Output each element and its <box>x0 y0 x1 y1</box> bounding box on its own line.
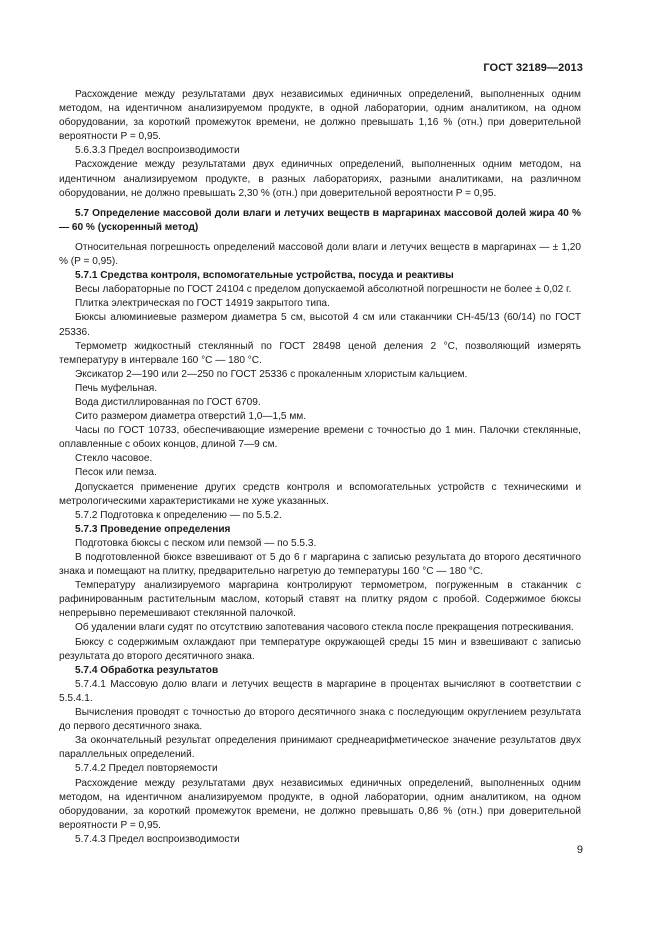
section-heading: 5.7 Определение массовой доли влаги и летучих веществ в маргаринах массовой долей жира 40 % — 60 % (ускоренный метод) <box>59 207 581 233</box>
subsection-heading: 5.7.2 Подготовка к определению — по 5.5.2. <box>75 509 282 521</box>
paragraph: Вода дистиллированная по ГОСТ 6709. <box>75 396 261 408</box>
subsection-heading: 5.7.4.3 Предел воспроизводимости <box>75 833 240 845</box>
paragraph: Расхождение между результатами двух единичных определений, выполненных одним методом, на идентичном анализируемом продукте, в разных лабораториях, разными аналитиками, на различном оборудовании, не должно превышать 2,30 % (отн.) при доверительной вероятности P = 0,95. <box>59 159 581 199</box>
paragraph: В подготовленной бюксе взвешивают от 5 до 6 г маргарина с записью результата до второго десятичного знака и помещают на плитку, предварительно нагретую до температуры 160 °С — 180 °С. <box>59 552 581 578</box>
paragraph: Вычисления проводят с точностью до второго десятичного знака с последующим округлением результата до первого десятичного знака. <box>59 707 581 733</box>
paragraph: Стекло часовое. <box>75 453 153 465</box>
paragraph: Термометр жидкостный стеклянный по ГОСТ 28498 ценой деления 2 °С, позволяющий измерять температуру в интервале 160 °С — 180 °С. <box>59 340 581 366</box>
paragraph: Расхождение между результатами двух независимых единичных определений, выполненных одним методом, на идентичном анализируемом продукте, в одной лаборатории, одним аналитиком, на одном оборудовании, за короткий промежуток времени, не должно превышать 0,86 % (отн.) при доверительной вероятности P = 0,95. <box>59 777 581 831</box>
paragraph: Песок или пемза. <box>75 467 157 479</box>
paragraph: Бюксу с содержимым охлаждают при температуре окружающей среды 15 мин и взвешивают с записью результата до второго десятичного знака. <box>59 636 581 662</box>
subsection-heading: 5.7.3 Проведение определения <box>75 523 231 535</box>
paragraph: Сито размером диаметра отверстий 1,0—1,5 мм. <box>75 411 307 423</box>
paragraph: Эксикатор 2—190 или 2—250 по ГОСТ 25336 с прокаленным хлористым кальцием. <box>75 368 468 380</box>
paragraph: За окончательный результат определения принимают среднеарифметическое значение результатов двух параллельных определений. <box>59 735 581 761</box>
paragraph: Часы по ГОСТ 10733, обеспечивающие измерение времени с точностью до 1 мин. Палочки стеклянные, оплавленные с обоих концов, длиной 7—9 см. <box>59 425 581 451</box>
paragraph: Подготовка бюксы с песком или пемзой — по 5.5.3. <box>75 537 317 549</box>
standard-header: ГОСТ 32189—2013 <box>483 62 583 74</box>
paragraph: Бюксы алюминиевые размером диаметра 5 см, высотой 4 см или стаканчики СН-45/13 (60/14) по ГОСТ 25336. <box>59 312 581 338</box>
paragraph: Относительная погрешность определений массовой доли влаги и летучих веществ в маргаринах — ± 1,20 % (P = 0,95). <box>59 241 581 268</box>
paragraph: Плитка электрическая по ГОСТ 14919 закрытого типа. <box>75 298 330 310</box>
subsection-heading: 5.7.4 Обработка результатов <box>75 664 219 676</box>
paragraph: Расхождение между результатами двух независимых единичных определений, выполненных одним методом, на идентичном анализируемом продукте, в одной лаборатории, одним аналитиком, на одном оборудовании, за короткий промежуток времени, не должно превышать 1,16 % (отн.) при доверительной вероятности P = 0,95. <box>59 89 581 143</box>
paragraph: Об удалении влаги судят по отсутствию запотевания часового стекла после прекращения потрескивания. <box>75 622 574 634</box>
paragraph: Печь муфельная. <box>75 382 158 394</box>
paragraph: Весы лабораторные по ГОСТ 24104 с пределом допускаемой абсолютной погрешности не более ± 0,02 г. <box>75 284 572 296</box>
page-number: 9 <box>576 844 583 856</box>
subsection-heading: 5.7.1 Средства контроля, вспомогательные устройства, посуда и реактивы <box>75 270 454 282</box>
paragraph: Температуру анализируемого маргарина контролируют термометром, погруженным в стаканчик с рафинированным растительным маслом, который ставят на плитку рядом с пробой. Содержимое бюксы непрерывно перемешивают стеклянной палочкой. <box>59 580 581 620</box>
subsection-heading: 5.7.4.2 Предел повторяемости <box>75 763 218 775</box>
body-text <box>59 88 581 847</box>
paragraph: Допускается применение других средств контроля и вспомогательных устройств с техническими и метрологическими характеристиками не хуже указанных. <box>59 481 581 507</box>
subsection-heading: 5.6.3.3 Предел воспроизводимости <box>75 145 240 157</box>
paragraph: 5.7.4.1 Массовую долю влаги и летучих веществ в маргарине в процентах вычисляют в соответствии с 5.5.4.1. <box>59 678 581 704</box>
